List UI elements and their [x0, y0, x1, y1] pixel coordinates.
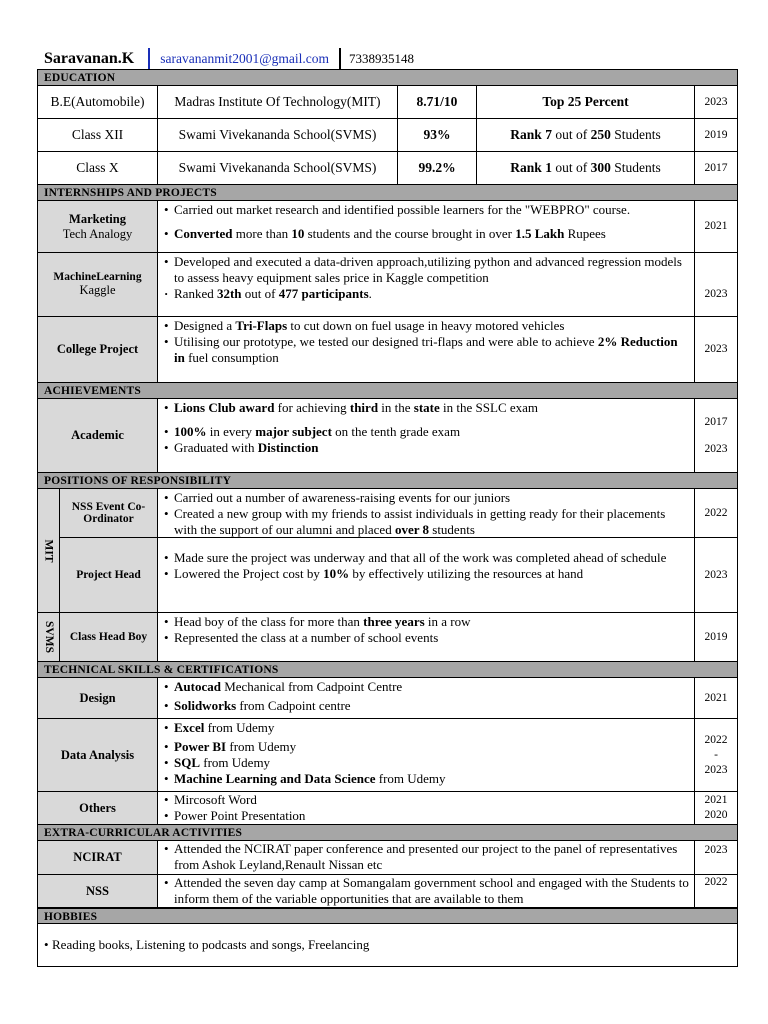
extra-label: NCIRAT: [38, 841, 158, 874]
extra-details: • Attended the seven day camp at Somangalam government school and engaged with the Students to inform them of the variable opportunities that are available to them: [158, 875, 695, 907]
internship-row-college: [38, 317, 737, 383]
internship-row-marketing: [38, 201, 737, 253]
position-year: 2019: [704, 630, 728, 643]
position-details: • Made sure the project was underway and that all of the work was completed ahead of schedule • Lowered the Project cost by 10% by effectively utilizing the resources at hand: [158, 538, 695, 612]
education-rank: Rank 1 out of 300 Students: [477, 152, 695, 184]
education-institution: Swami Vivekananda School(SVMS): [158, 152, 398, 184]
education-institution: Swami Vivekananda School(SVMS): [158, 119, 398, 151]
skill-label: Others: [38, 792, 158, 824]
position-row-project-head: [60, 538, 737, 612]
group-label-mit: MIT: [38, 489, 60, 612]
hobbies-text: • Reading books, Listening to podcasts and songs, Freelancing: [44, 938, 731, 952]
internship-label: College Project: [38, 317, 158, 382]
skill-years: 2021 2020: [704, 794, 728, 821]
education-institution: Madras Institute Of Technology(MIT): [158, 86, 398, 118]
education-year: 2017: [704, 162, 728, 174]
resume-table: [37, 69, 738, 967]
candidate-name: Saravanan.K: [44, 50, 135, 67]
skill-label: Design: [38, 678, 158, 718]
education-degree: B.E(Automobile): [38, 86, 158, 118]
position-details: • Carried out a number of awareness-raising events for our juniors • Created a new group with my friends to assist individuals in getting ready for their placements with the support of our alumni and placed over 8 students: [158, 489, 695, 537]
education-rank: Rank 7 out of 250 Students: [477, 119, 695, 151]
skill-row-data: [38, 719, 737, 792]
education-row: [38, 152, 737, 185]
education-score: 8.71/10: [398, 86, 477, 118]
positions-mit-group: [38, 489, 737, 613]
skill-details: • Mircosoft Word • Power Point Presentation: [158, 792, 695, 824]
position-label: Project Head: [60, 538, 158, 612]
position-row-class-head: [60, 613, 737, 661]
section-extra-heading: EXTRA-CURRICULAR ACTIVITIES: [38, 825, 737, 841]
email-link[interactable]: saravananmit2001@gmail.com: [160, 51, 330, 66]
position-label: Class Head Boy: [60, 613, 158, 661]
achievement-years: 2017 2023: [704, 415, 728, 455]
section-education-heading: EDUCATION: [38, 70, 737, 86]
group-label-svms: SVMS: [38, 613, 60, 661]
internship-label: Marketing Tech Analogy: [38, 201, 158, 252]
achievement-row: [38, 399, 737, 473]
extra-row-ncirat: [38, 841, 737, 875]
skill-row-design: [38, 678, 737, 719]
hobbies-list: [38, 924, 737, 966]
skill-row-others: [38, 792, 737, 825]
position-label: NSS Event Co-Ordinator: [60, 489, 158, 537]
education-year: 2019: [704, 129, 728, 141]
achievement-details: • Lions Club award for achieving third in the state in the SSLC exam • 100% in every major subject on the tenth grade exam • Graduated with Distinction: [158, 399, 695, 472]
internship-row-ml: [38, 253, 737, 317]
skill-years: 2022 - 2023: [704, 733, 728, 776]
skill-label: Data Analysis: [38, 719, 158, 791]
internship-details: • Designed a Tri-Flaps to cut down on fuel usage in heavy motored vehicles • Utilising our prototype, we tested our designed tri-flaps and were able to achieve 2% Reduction in fuel consumption: [158, 317, 695, 382]
internship-year: 2021: [704, 220, 728, 232]
skill-details: • Autocad Mechanical from Cadpoint Centre • Solidworks from Cadpoint centre: [158, 678, 695, 718]
education-degree: Class X: [38, 152, 158, 184]
education-score: 99.2%: [398, 152, 477, 184]
extra-row-nss: [38, 875, 737, 908]
achievement-label: Academic: [38, 399, 158, 472]
skill-year: 2021: [704, 691, 728, 704]
section-hobbies-heading: HOBBIES: [38, 908, 737, 924]
position-year: 2022: [704, 506, 728, 519]
position-details: • Head boy of the class for more than three years in a row • Represented the class at a number of school events: [158, 613, 695, 661]
internship-details: • Carried out market research and identified possible learners for the "WEBPRO" course. • Converted more than 10 students and the course brought in over 1.5 Lakh Rupees: [158, 201, 695, 252]
education-year: 2023: [704, 96, 728, 108]
section-positions-heading: POSITIONS OF RESPONSIBILITY: [38, 473, 737, 489]
education-score: 93%: [398, 119, 477, 151]
section-achievements-heading: ACHIEVEMENTS: [38, 383, 737, 399]
section-internships-heading: INTERNSHIPS AND PROJECTS: [38, 185, 737, 201]
phone-number: 7338935148: [349, 51, 415, 66]
positions-svms-group: [38, 613, 737, 662]
divider: [148, 48, 150, 70]
education-row: [38, 86, 737, 119]
internship-year: 2023: [704, 343, 728, 355]
education-rank: Top 25 Percent: [477, 86, 695, 118]
skill-details: • Excel from Udemy • Power BI from Udemy • SQL from Udemy • Machine Learning and Data Science from Udemy: [158, 719, 695, 791]
position-year: 2023: [704, 568, 728, 581]
section-skills-heading: TECHNICAL SKILLS & CERTIFICATIONS: [38, 662, 737, 678]
extra-label: NSS: [38, 875, 158, 907]
extra-year: 2023: [704, 844, 728, 856]
education-degree: Class XII: [38, 119, 158, 151]
extra-details: • Attended the NCIRAT paper conference and presented our project to the panel of representatives from Ashok Leyland,Renault Nissan etc: [158, 841, 695, 874]
internship-year: 2023: [704, 288, 728, 300]
internship-label: MachineLearning Kaggle: [38, 253, 158, 316]
internship-details: • Developed and executed a data-driven approach,utilizing python and advanced regression models to assess heavy equipment sales price in Kaggle competition · Ranked 32th out of 477 participants.: [158, 253, 695, 316]
position-row-nss: [60, 489, 737, 538]
extra-year: 2022: [704, 876, 728, 888]
education-row: [38, 119, 737, 152]
divider: [339, 48, 341, 70]
